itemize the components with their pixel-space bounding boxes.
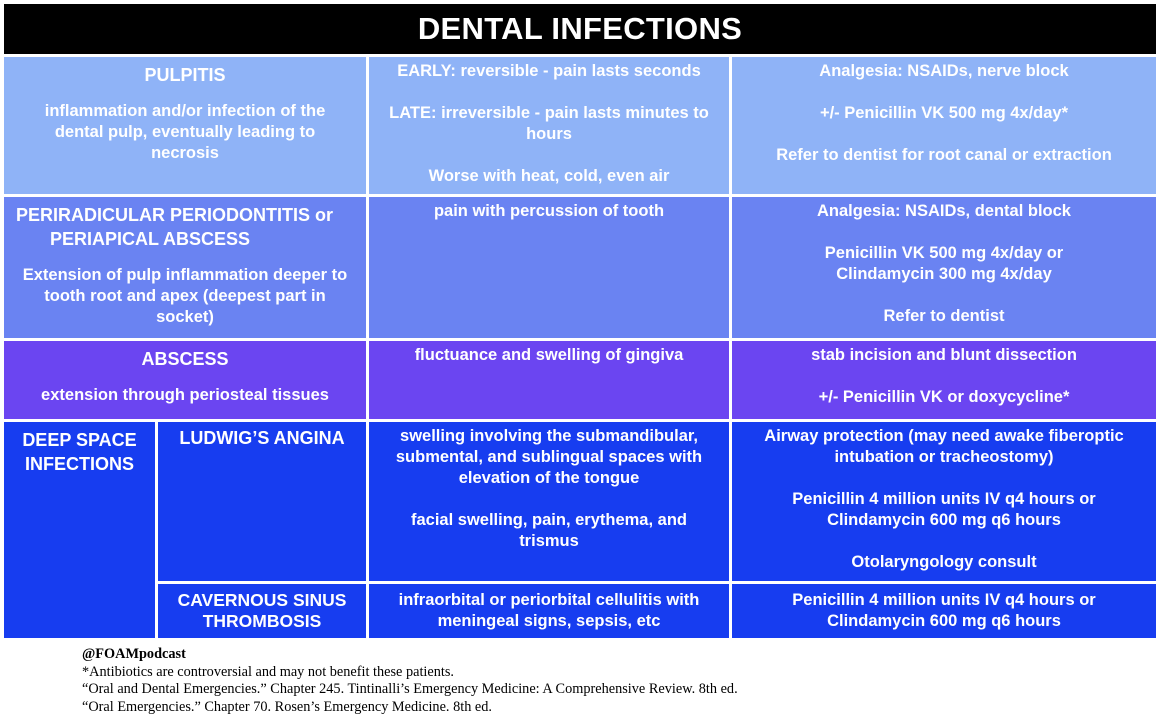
periradicular-finding: pain with percussion of tooth [433,202,665,220]
pulpitis-condition-cell [4,57,366,194]
cavernous-treatment: Penicillin 4 million units IV q4 hours or Clindamycin 600 mg q6 hours [792,591,1096,630]
ludwig-treatment: Airway protection (may need awake fiberoptic intubation or tracheostomy) [764,427,1124,466]
antibiotic-note: *Antibiotics are controversial and may not benefit these patients. [82,663,455,680]
pulpitis-treatment-cell [732,57,1156,194]
ludwig-treatment-cell [732,422,1156,581]
cavernous-name: CAVERNOUS SINUS THROMBOSIS [177,590,347,631]
references [82,646,1082,716]
ludwig-treatment: Penicillin 4 million units IV q4 hours or Clindamycin 600 mg q6 hours [792,490,1096,529]
pulpitis-finding: LATE: irreversible - pain lasts minutes to hours [389,104,709,143]
reference-tintinalli: “Oral and Dental Emergencies.” Chapter 245. Tintinalli’s Emergency Medicine: A Comprehensive Review. 8th ed. [82,681,738,697]
abscess-treatment-cell [732,341,1156,419]
page-title: DENTAL INFECTIONS [4,4,1156,54]
abscess-name: ABSCESS [141,349,229,369]
reference-rosen: “Oral Emergencies.” Chapter 70. Rosen’s Emergency Medicine. 8th ed. [82,698,492,715]
periradicular-definition: Extension of pulp inflammation deeper to tooth root and apex (deepest part in socket) [22,266,348,326]
periradicular-treatment-cell [732,197,1156,338]
pulpitis-findings-cell [369,57,729,194]
pulpitis-treatment: Refer to dentist for root canal or extraction [776,146,1112,164]
abscess-treatment: +/- Penicillin VK or doxycycline* [818,388,1070,406]
deep-space-name: DEEP SPACE INFECTIONS [22,430,137,474]
periradicular-treatment: Penicillin VK 500 mg 4x/day or Clindamycin 300 mg 4x/day [824,244,1064,283]
abscess-definition: extension through periosteal tissues [41,386,329,404]
periradicular-name: PERIAPICAL ABSCESS [50,229,251,249]
cavernous-findings-cell [369,584,729,638]
periradicular-condition-cell [4,197,366,338]
pulpitis-treatment: Analgesia: NSAIDs, nerve block [819,62,1069,80]
abscess-finding: fluctuance and swelling of gingiva [414,346,684,364]
abscess-treatment: stab incision and blunt dissection [811,346,1077,364]
ludwig-name: LUDWIG’S ANGINA [179,428,345,448]
cavernous-finding: infraorbital or periorbital cellulitis with meningeal signs, sepsis, etc [398,591,700,630]
deep-space-condition-cell [4,422,155,638]
cavernous-name-cell [158,584,366,638]
ludwig-finding: facial swelling, pain, erythema, and trismus [410,511,687,550]
pulpitis-definition: inflammation and/or infection of the dental pulp, eventually leading to necrosis [44,102,326,162]
abscess-findings-cell [369,341,729,419]
pulpitis-treatment: +/- Penicillin VK 500 mg 4x/day* [819,104,1069,122]
podcast-handle: @FOAMpodcast [82,646,186,662]
ludwig-name-cell [158,422,366,581]
periradicular-treatment: Analgesia: NSAIDs, dental block [817,202,1071,220]
periradicular-treatment: Refer to dentist [883,307,1005,325]
abscess-condition-cell [4,341,366,419]
cavernous-treatment-cell [732,584,1156,638]
pulpitis-name: PULPITIS [144,65,226,85]
pulpitis-finding: Worse with heat, cold, even air [428,167,670,185]
periradicular-name: PERIRADICULAR PERIODONTITIS or [16,205,334,225]
ludwig-findings-cell [369,422,729,581]
ludwig-finding: swelling involving the submandibular, submental, and sublingual spaces with elevation of the tongue [395,427,703,487]
periradicular-findings-cell [369,197,729,338]
ludwig-treatment: Otolaryngology consult [851,553,1037,571]
pulpitis-finding: EARLY: reversible - pain lasts seconds [397,62,701,80]
